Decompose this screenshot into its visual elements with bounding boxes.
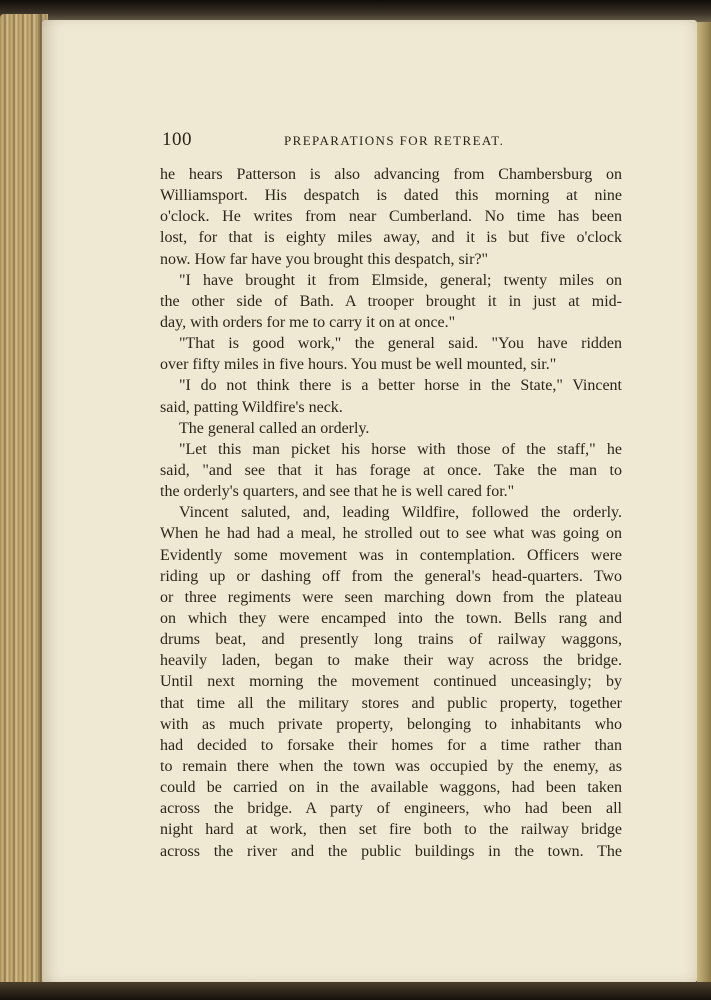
text-line: or three regiments were seen marching down from the plateau bbox=[160, 588, 622, 606]
text-line: night hard at work, then set fire both to the railway bridge bbox=[160, 821, 622, 839]
text-line: across the river and the public buildings in the town. The bbox=[160, 842, 622, 860]
text-line: with as much private property, belonging to inhabitants who bbox=[160, 715, 622, 733]
text-line: across the bridge. A party of engineers, who had been all bbox=[160, 800, 622, 818]
text-line: the other side of Bath. A trooper brought it in just at mid- bbox=[160, 292, 622, 310]
text-line: "I have brought it from Elmside, general; twenty miles on bbox=[179, 271, 622, 289]
text-line: could be carried on in the available waggons, had been taken bbox=[160, 779, 622, 797]
text-line: the orderly's quarters, and see that he is well cared for." bbox=[160, 483, 515, 501]
text-line: had decided to forsake their homes for a time rather than bbox=[160, 736, 622, 754]
text-line: that time all the military stores and public property, together bbox=[160, 694, 622, 712]
text-line: said, "and see that it has forage at once. Take the man to bbox=[160, 461, 622, 479]
text-line: lost, for that is eighty miles away, and it is but five o'clock bbox=[160, 229, 622, 247]
text-line: Vincent saluted, and, leading Wildfire, followed the orderly. bbox=[179, 504, 622, 522]
scan-top-border bbox=[0, 0, 711, 22]
text-line: The general called an orderly. bbox=[179, 419, 370, 437]
text-line: Williamsport. His despatch is dated this morning at nine bbox=[160, 187, 622, 205]
scan-bottom-border bbox=[0, 982, 711, 1000]
book-right-edge bbox=[697, 22, 711, 982]
text-line: o'clock. He writes from near Cumberland. No time has been bbox=[160, 208, 622, 226]
text-line: "That is good work," the general said. "You have ridden bbox=[179, 335, 622, 353]
text-line: When he had had a meal, he strolled out to see what was going on bbox=[160, 525, 622, 543]
book-page-edges bbox=[0, 14, 48, 989]
chapter-heading: PREPARATIONS FOR RETREAT. bbox=[284, 133, 505, 148]
body-text bbox=[160, 164, 622, 862]
text-line: he hears Patterson is also advancing from Chambersburg on bbox=[160, 166, 622, 183]
text-line: Evidently some movement was in contemplation. Officers were bbox=[160, 546, 622, 564]
text-line: "I do not think there is a better horse in the State," Vincent bbox=[179, 377, 622, 395]
page-number: 100 bbox=[162, 129, 192, 150]
text-line: riding up or dashing off from the general's head-quarters. Two bbox=[160, 567, 622, 585]
text-line: heavily laden, began to make their way across the bridge. bbox=[160, 652, 622, 670]
text-line: Until next morning the movement continued unceasingly; by bbox=[160, 673, 622, 691]
text-line: day, with orders for me to carry it on at once." bbox=[160, 313, 456, 331]
text-line: over fifty miles in five hours. You must be well mounted, sir." bbox=[160, 356, 557, 374]
text-line: on which they were encamped into the town. Bells rang and bbox=[160, 609, 622, 627]
text-line: drums beat, and presently long trains of railway waggons, bbox=[160, 631, 622, 649]
text-line: "Let this man picket his horse with those of the staff," he bbox=[179, 440, 622, 458]
text-line: said, patting Wildfire's neck. bbox=[160, 398, 343, 416]
text-line: now. How far have you brought this despatch, sir?" bbox=[160, 250, 489, 268]
text-line: to remain there when the town was occupied by the enemy, as bbox=[160, 757, 622, 775]
running-head bbox=[162, 129, 624, 153]
